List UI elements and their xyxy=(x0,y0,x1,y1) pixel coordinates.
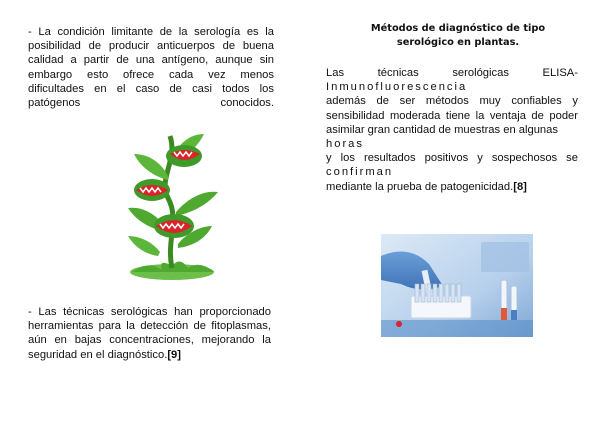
carnivorous-plant-illustration xyxy=(118,120,226,282)
methods-line-5: y los resultados positivos y sospechosos se xyxy=(326,152,578,165)
section-title-line-1: Métodos de diagnóstico de tipo xyxy=(370,23,546,34)
reference-9: [9] xyxy=(167,348,182,361)
section-title xyxy=(348,22,568,49)
serology-tools-paragraph xyxy=(28,305,271,362)
laboratory-photo xyxy=(381,234,533,337)
reference-8: [8] xyxy=(513,180,527,193)
limitation-text: - La condición limitante de la serología es la posibilidad de producir anticuerpos de buena calidad a partir de una antígeno, aunque sin embargo esto ofrece cada vez menos dificultades en el caso de casi todos los patógenos conocidos. xyxy=(28,26,274,110)
methods-line-6: confirman xyxy=(326,166,394,179)
limitation-paragraph xyxy=(28,25,274,110)
serology-tools-text: - Las técnicas serológicas han proporcionado herramientas para la detección de fitoplasmas, aún en bajas concentraciones, mejorando la seguridad en el diagnóstico. xyxy=(28,306,271,361)
section-title-line-2: serológico en plantas. xyxy=(396,36,520,48)
methods-paragraph xyxy=(326,66,578,194)
methods-line-2: Inmunofluorescencia xyxy=(326,81,468,94)
methods-line-4: horas xyxy=(326,138,364,151)
methods-line-7: mediante la prueba de patogenicidad. xyxy=(326,180,514,193)
methods-line-1: Las técnicas serológicas ELISA- xyxy=(326,67,578,79)
methods-line-3: además de ser métodos muy confiables y sensibilidad moderada tiene la ventaja de poder asimilar gran cantidad de muestras en algunas xyxy=(326,95,578,136)
